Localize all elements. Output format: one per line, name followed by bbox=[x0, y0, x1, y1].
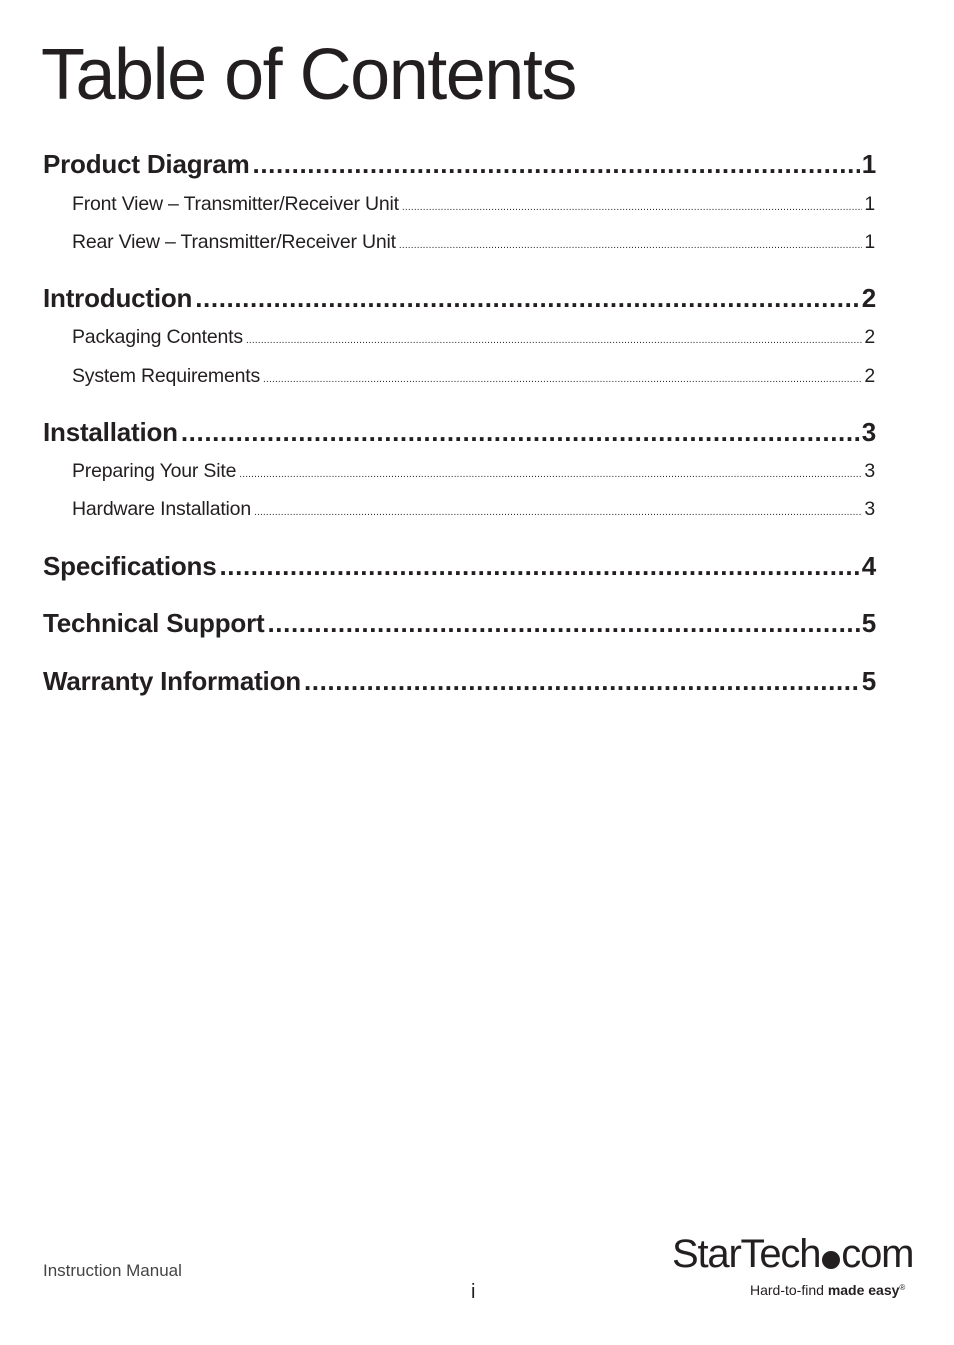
toc-entry-warranty-information[interactable] bbox=[43, 666, 876, 700]
toc-entry-title: Installation bbox=[43, 417, 178, 447]
toc-page-number: 5 bbox=[861, 666, 876, 696]
toc-page-number: 1 bbox=[861, 149, 876, 179]
toc-entry-preparing-your-site[interactable] bbox=[72, 460, 875, 486]
toc-page-number: 4 bbox=[861, 551, 876, 581]
logo-brand: StarTech bbox=[672, 1232, 821, 1276]
toc-dot-leader bbox=[195, 283, 860, 314]
footer-document-label: Instruction Manual bbox=[43, 1261, 182, 1280]
toc-entry-title: Packaging Contents bbox=[72, 326, 243, 348]
toc-page-number: 3 bbox=[861, 417, 876, 447]
toc-entry-title: Warranty Information bbox=[43, 666, 301, 696]
logo-tld: com bbox=[841, 1232, 914, 1276]
toc-dot-leader bbox=[304, 666, 860, 697]
toc-entry-specifications[interactable] bbox=[43, 551, 876, 585]
toc-entry-product-diagram[interactable] bbox=[43, 149, 876, 183]
toc-entry-rear-view[interactable] bbox=[72, 231, 875, 257]
logo-tagline bbox=[750, 1282, 905, 1298]
footer-page-number: i bbox=[471, 1281, 476, 1303]
toc-page-number: 3 bbox=[864, 460, 875, 482]
toc-entry-introduction[interactable] bbox=[43, 283, 876, 317]
toc-entry-title: Preparing Your Site bbox=[72, 460, 237, 482]
logo-tagline-bold: made easy bbox=[827, 1282, 900, 1298]
toc-entry-title: Specifications bbox=[43, 551, 217, 581]
toc-entry-title: Hardware Installation bbox=[72, 498, 251, 520]
toc-entry-packaging-contents[interactable] bbox=[72, 326, 875, 352]
toc-dot-leader bbox=[253, 149, 860, 180]
registered-mark: ® bbox=[899, 1283, 906, 1292]
logo-wordmark bbox=[672, 1232, 913, 1276]
toc-dot-leader bbox=[254, 507, 862, 518]
toc-entry-hardware-installation[interactable] bbox=[72, 498, 875, 524]
toc-dot-leader bbox=[402, 202, 862, 213]
toc-page-number: 1 bbox=[864, 193, 875, 215]
toc-entry-installation[interactable] bbox=[43, 417, 876, 451]
toc-page-number: 5 bbox=[861, 608, 876, 638]
toc-entry-title: Technical Support bbox=[43, 608, 265, 638]
toc-dot-leader bbox=[399, 240, 862, 251]
toc-page-number: 3 bbox=[864, 498, 875, 520]
toc-entry-technical-support[interactable] bbox=[43, 608, 876, 642]
toc-dot-leader bbox=[263, 374, 862, 385]
logo-dot-icon bbox=[822, 1251, 840, 1269]
toc-page-number: 2 bbox=[864, 365, 875, 387]
toc-entry-front-view[interactable] bbox=[72, 193, 875, 219]
toc-entry-title: Rear View – Transmitter/Receiver Unit bbox=[72, 231, 396, 253]
toc-dot-leader bbox=[239, 469, 862, 480]
toc-page-number: 2 bbox=[861, 283, 876, 313]
toc-entry-title: System Requirements bbox=[72, 365, 261, 387]
toc-page-number: 2 bbox=[864, 326, 875, 348]
toc-page-number: 1 bbox=[864, 231, 875, 253]
page-title: Table of Contents bbox=[41, 35, 576, 115]
startech-logo bbox=[672, 1232, 912, 1304]
toc-entry-system-requirements[interactable] bbox=[72, 365, 875, 391]
toc-dot-leader bbox=[181, 417, 860, 448]
toc-entry-title: Introduction bbox=[43, 283, 193, 313]
toc-entry-title: Front View – Transmitter/Receiver Unit bbox=[72, 193, 399, 215]
toc-dot-leader bbox=[267, 608, 859, 639]
toc-dot-leader bbox=[219, 551, 859, 582]
toc-entry-title: Product Diagram bbox=[43, 149, 250, 179]
logo-tagline-regular: Hard-to-find bbox=[750, 1282, 828, 1298]
toc-dot-leader bbox=[246, 335, 862, 346]
